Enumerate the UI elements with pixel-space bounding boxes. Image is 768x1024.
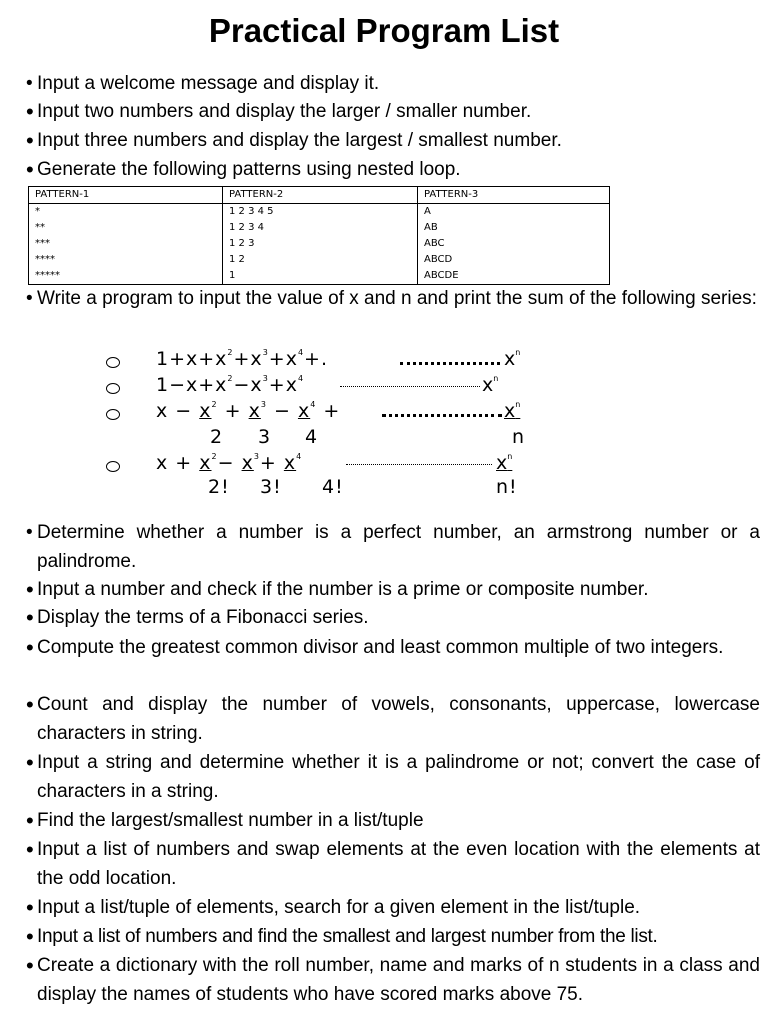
table-row	[29, 220, 610, 236]
denominator: n!	[496, 476, 518, 498]
table-header: PATTERN-3	[418, 187, 610, 204]
item-text: Compute the greatest common divisor and least common multiple of two integers.	[37, 637, 724, 658]
item-text: Display the terms of a Fibonacci series.	[37, 607, 369, 628]
list-item	[26, 893, 760, 922]
series-expression: $1-x+x^2-x^3+x^4$	[156, 374, 305, 396]
series-last-term: $x^n$	[504, 348, 521, 370]
bullet: •	[26, 895, 34, 920]
circle-bullet-icon	[106, 357, 120, 368]
bullet: •	[26, 605, 34, 630]
list-item	[26, 603, 760, 632]
series-3-denominators	[100, 426, 540, 452]
denominator: 4!	[322, 476, 344, 498]
table-cell: *	[29, 204, 223, 221]
ellipsis-dots	[400, 362, 500, 365]
bullet: •	[26, 750, 34, 775]
list-item	[26, 284, 760, 313]
bullet: •	[26, 953, 34, 978]
item-text: Input a number and check if the number is a prime or composite number.	[37, 579, 649, 600]
item-text: Find the largest/smallest number in a list/tuple	[37, 810, 424, 831]
table-cell: *****	[29, 268, 223, 285]
bullet: •	[26, 288, 33, 309]
denominator: n	[512, 426, 526, 448]
table-cell: ***	[29, 236, 223, 252]
list-item	[26, 97, 760, 126]
page-title: Practical Program List	[208, 12, 560, 49]
ellipsis-dots	[340, 386, 480, 387]
item-text: Input a list of numbers and swap elements at the even location with the elements at the odd location.	[37, 839, 760, 889]
ellipsis-dots	[346, 464, 492, 465]
bullet: •	[26, 157, 34, 182]
series-expression: $1+x+x^2+x^3+x^4+$.	[156, 348, 329, 370]
bullet: •	[26, 522, 33, 543]
list-item	[26, 690, 760, 748]
denominator: 3	[258, 426, 272, 448]
table-cell: **	[29, 220, 223, 236]
table-cell: ABC	[418, 236, 610, 252]
bullet: •	[26, 99, 34, 124]
circle-bullet-icon	[106, 383, 120, 394]
table-cell: A	[418, 204, 610, 221]
list-item	[26, 633, 760, 662]
circle-bullet-icon	[106, 409, 120, 420]
table-row	[29, 268, 610, 285]
pattern-table	[28, 186, 610, 285]
list-item	[26, 126, 760, 155]
bullet: •	[26, 577, 34, 602]
table-cell: ABCD	[418, 252, 610, 268]
series-last-term: $x^n$	[496, 452, 513, 474]
item-text: Generate the following patterns using nested loop.	[37, 159, 461, 180]
table-cell: 1 2	[223, 252, 418, 268]
table-cell: 1	[223, 268, 418, 285]
item-text: Count and display the number of vowels, consonants, uppercase, lowercase characters in string.	[37, 694, 760, 744]
list-item	[26, 951, 760, 1009]
item-text: Input three numbers and display the largest / smallest number.	[37, 130, 562, 151]
list-item	[26, 835, 760, 893]
table-row	[29, 252, 610, 268]
item-text: Create a dictionary with the roll number, name and marks of n students in a class and display the names of students who have scored marks above 75.	[37, 955, 760, 1005]
table-cell: ABCDE	[418, 268, 610, 285]
item-text: Input a welcome message and display it.	[37, 73, 380, 94]
item-text: Write a program to input the value of x and n and print the sum of the following series:	[37, 288, 757, 309]
bullet: •	[26, 808, 34, 833]
list-item	[26, 575, 760, 604]
list-item	[26, 155, 760, 184]
denominator: 2!	[208, 476, 230, 498]
item-text: Input a list/tuple of elements, search for a given element in the list/tuple.	[37, 897, 641, 918]
table-header: PATTERN-2	[223, 187, 418, 204]
list-item	[26, 806, 760, 835]
denominator: 2	[210, 426, 224, 448]
series-block	[100, 342, 540, 502]
item-text: Input two numbers and display the larger / smaller number.	[37, 101, 532, 122]
series-last-term: $x^n$	[482, 374, 499, 396]
table-header: PATTERN-1	[29, 187, 223, 204]
list-item	[26, 69, 760, 98]
denominator: 4	[305, 426, 319, 448]
table-cell: 1 2 3 4	[223, 220, 418, 236]
list-item	[26, 518, 760, 576]
table-cell: AB	[418, 220, 610, 236]
series-4-denominators	[100, 476, 540, 502]
item-text: Input a list of numbers and find the smallest and largest number from the list.	[37, 926, 658, 947]
series-expression: $x - x^2 + x^3 - x^4$ +	[156, 400, 341, 422]
table-row	[29, 236, 610, 252]
table-header-row	[29, 187, 610, 204]
table-row	[29, 204, 610, 221]
series-expression: $x + x^2- x^3+ x^4$	[156, 452, 303, 474]
table-cell: 1 2 3	[223, 236, 418, 252]
denominator: 3!	[260, 476, 282, 498]
bullet: •	[26, 73, 33, 94]
series-last-term: $x^n$	[504, 400, 521, 422]
ellipsis-dots	[382, 414, 502, 417]
list-item	[26, 922, 760, 951]
table-cell: 1 2 3 4 5	[223, 204, 418, 221]
bullet: •	[26, 692, 34, 717]
item-text: Input a string and determine whether it is a palindrome or not; convert the case of characters in a string.	[37, 752, 760, 802]
list-item	[26, 748, 760, 806]
item-text: Determine whether a number is a perfect number, an armstrong number or a palindrome.	[37, 522, 760, 572]
bullet: •	[26, 837, 34, 862]
bullet: •	[26, 128, 34, 153]
table-cell: ****	[29, 252, 223, 268]
circle-bullet-icon	[106, 461, 120, 472]
bullet: •	[26, 924, 34, 949]
bullet: •	[26, 635, 34, 660]
